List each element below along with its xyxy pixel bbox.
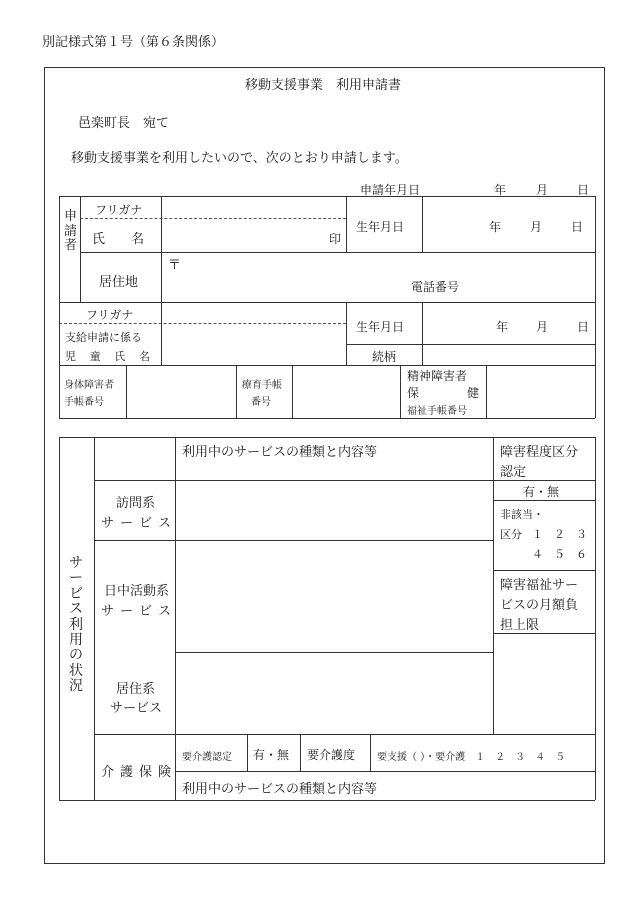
applicant-side-label: 申 請 者 [63, 209, 77, 254]
residential-service-line2: サービス [110, 701, 163, 716]
care-content-label: 利用中のサービスの種類と内容等 [182, 782, 378, 797]
care-insurance-label: 介 護 保 険 [101, 765, 171, 780]
disability-header-line1: 障害程度区分 [500, 445, 579, 460]
mental-handbook-line3: 福祉手帳番号 [407, 406, 467, 417]
applicant-name-label: 氏 名 [92, 232, 145, 247]
child-birth-year: 年 [496, 320, 509, 334]
form-number: 別記様式第１号（第６条関係） [42, 35, 225, 50]
child-label-line1: 支給申請に係る [65, 331, 142, 344]
physical-handbook-line2: 手帳番号 [64, 397, 104, 408]
date-month: 月 [536, 183, 549, 197]
care-level-label: 要介護度 [307, 748, 356, 762]
applicant-birth-month: 月 [530, 220, 543, 234]
child-label-line2: 児 童 氏 名 [65, 350, 150, 363]
postal-mark: 〒 [168, 258, 182, 273]
disability-header-line2: 認定 [500, 465, 527, 480]
burden-line1: 障害福祉サー [500, 578, 579, 593]
residential-service-line1: 居住系 [116, 682, 156, 697]
applicant-birth-day: 日 [571, 220, 584, 234]
seal-mark: 印 [329, 232, 342, 246]
form-title: 移動支援事業 利用申請書 [245, 78, 402, 93]
child-birth-month: 月 [536, 320, 549, 334]
mental-handbook-line2b: 健 [467, 386, 480, 400]
care-yes-no: 有・無 [253, 748, 290, 762]
daytime-service-line1: 日中活動系 [104, 584, 170, 599]
not-applicable: 非該当・ [500, 508, 544, 521]
address-label: 居住地 [99, 275, 139, 290]
visit-service-line2: サ ー ビ ス [101, 516, 171, 531]
addressee: 邑楽町長 宛て [78, 116, 170, 131]
date-label: 申請年月日 [360, 183, 421, 197]
category-row1: １ ２ ３ [532, 528, 587, 541]
category-row2: ４ ５ ６ [532, 548, 587, 561]
child-birth-day: 日 [577, 320, 590, 334]
mental-handbook-line2a: 保 [407, 386, 420, 400]
burden-line3: 担上限 [500, 618, 540, 633]
date-day: 日 [577, 183, 590, 197]
burden-line2: ビスの月額負 [500, 598, 579, 613]
applicant-furigana-label: フリガナ [95, 203, 143, 217]
services-column-header: 利用中のサービスの種類と内容等 [182, 445, 378, 460]
visit-service-line1: 訪問系 [116, 496, 156, 511]
physical-handbook-line1: 身体障害者 [64, 380, 114, 391]
applicant-birth-label: 生年月日 [356, 220, 405, 234]
care-cert-label: 要介護認定 [182, 752, 232, 763]
care-level-values: 要支援（ ）・要介護 １ ２ ３ ４ ５ [377, 752, 566, 763]
ryoiku-handbook-line2: 番号 [251, 397, 271, 408]
applicant-birth-year: 年 [489, 220, 502, 234]
daytime-service-line2: サ ー ビ ス [101, 604, 171, 619]
child-birth-label: 生年月日 [356, 320, 405, 334]
date-year: 年 [494, 183, 507, 197]
child-furigana-label: フリガナ [86, 308, 134, 322]
phone-label: 電話番号 [411, 280, 460, 294]
mental-handbook-line1: 精神障害者 [407, 369, 468, 383]
relation-label: 続柄 [372, 350, 397, 364]
category-prefix: 区分 [500, 528, 522, 541]
intro-text: 移動支援事業を利用したいので、次のとおり申請します。 [71, 151, 408, 166]
ryoiku-handbook-line1: 療育手帳 [242, 380, 282, 391]
disability-yes-no: 有・無 [523, 485, 560, 499]
services-side-label: サ ー ビ ス 利 用 の 状 況 [69, 555, 83, 695]
